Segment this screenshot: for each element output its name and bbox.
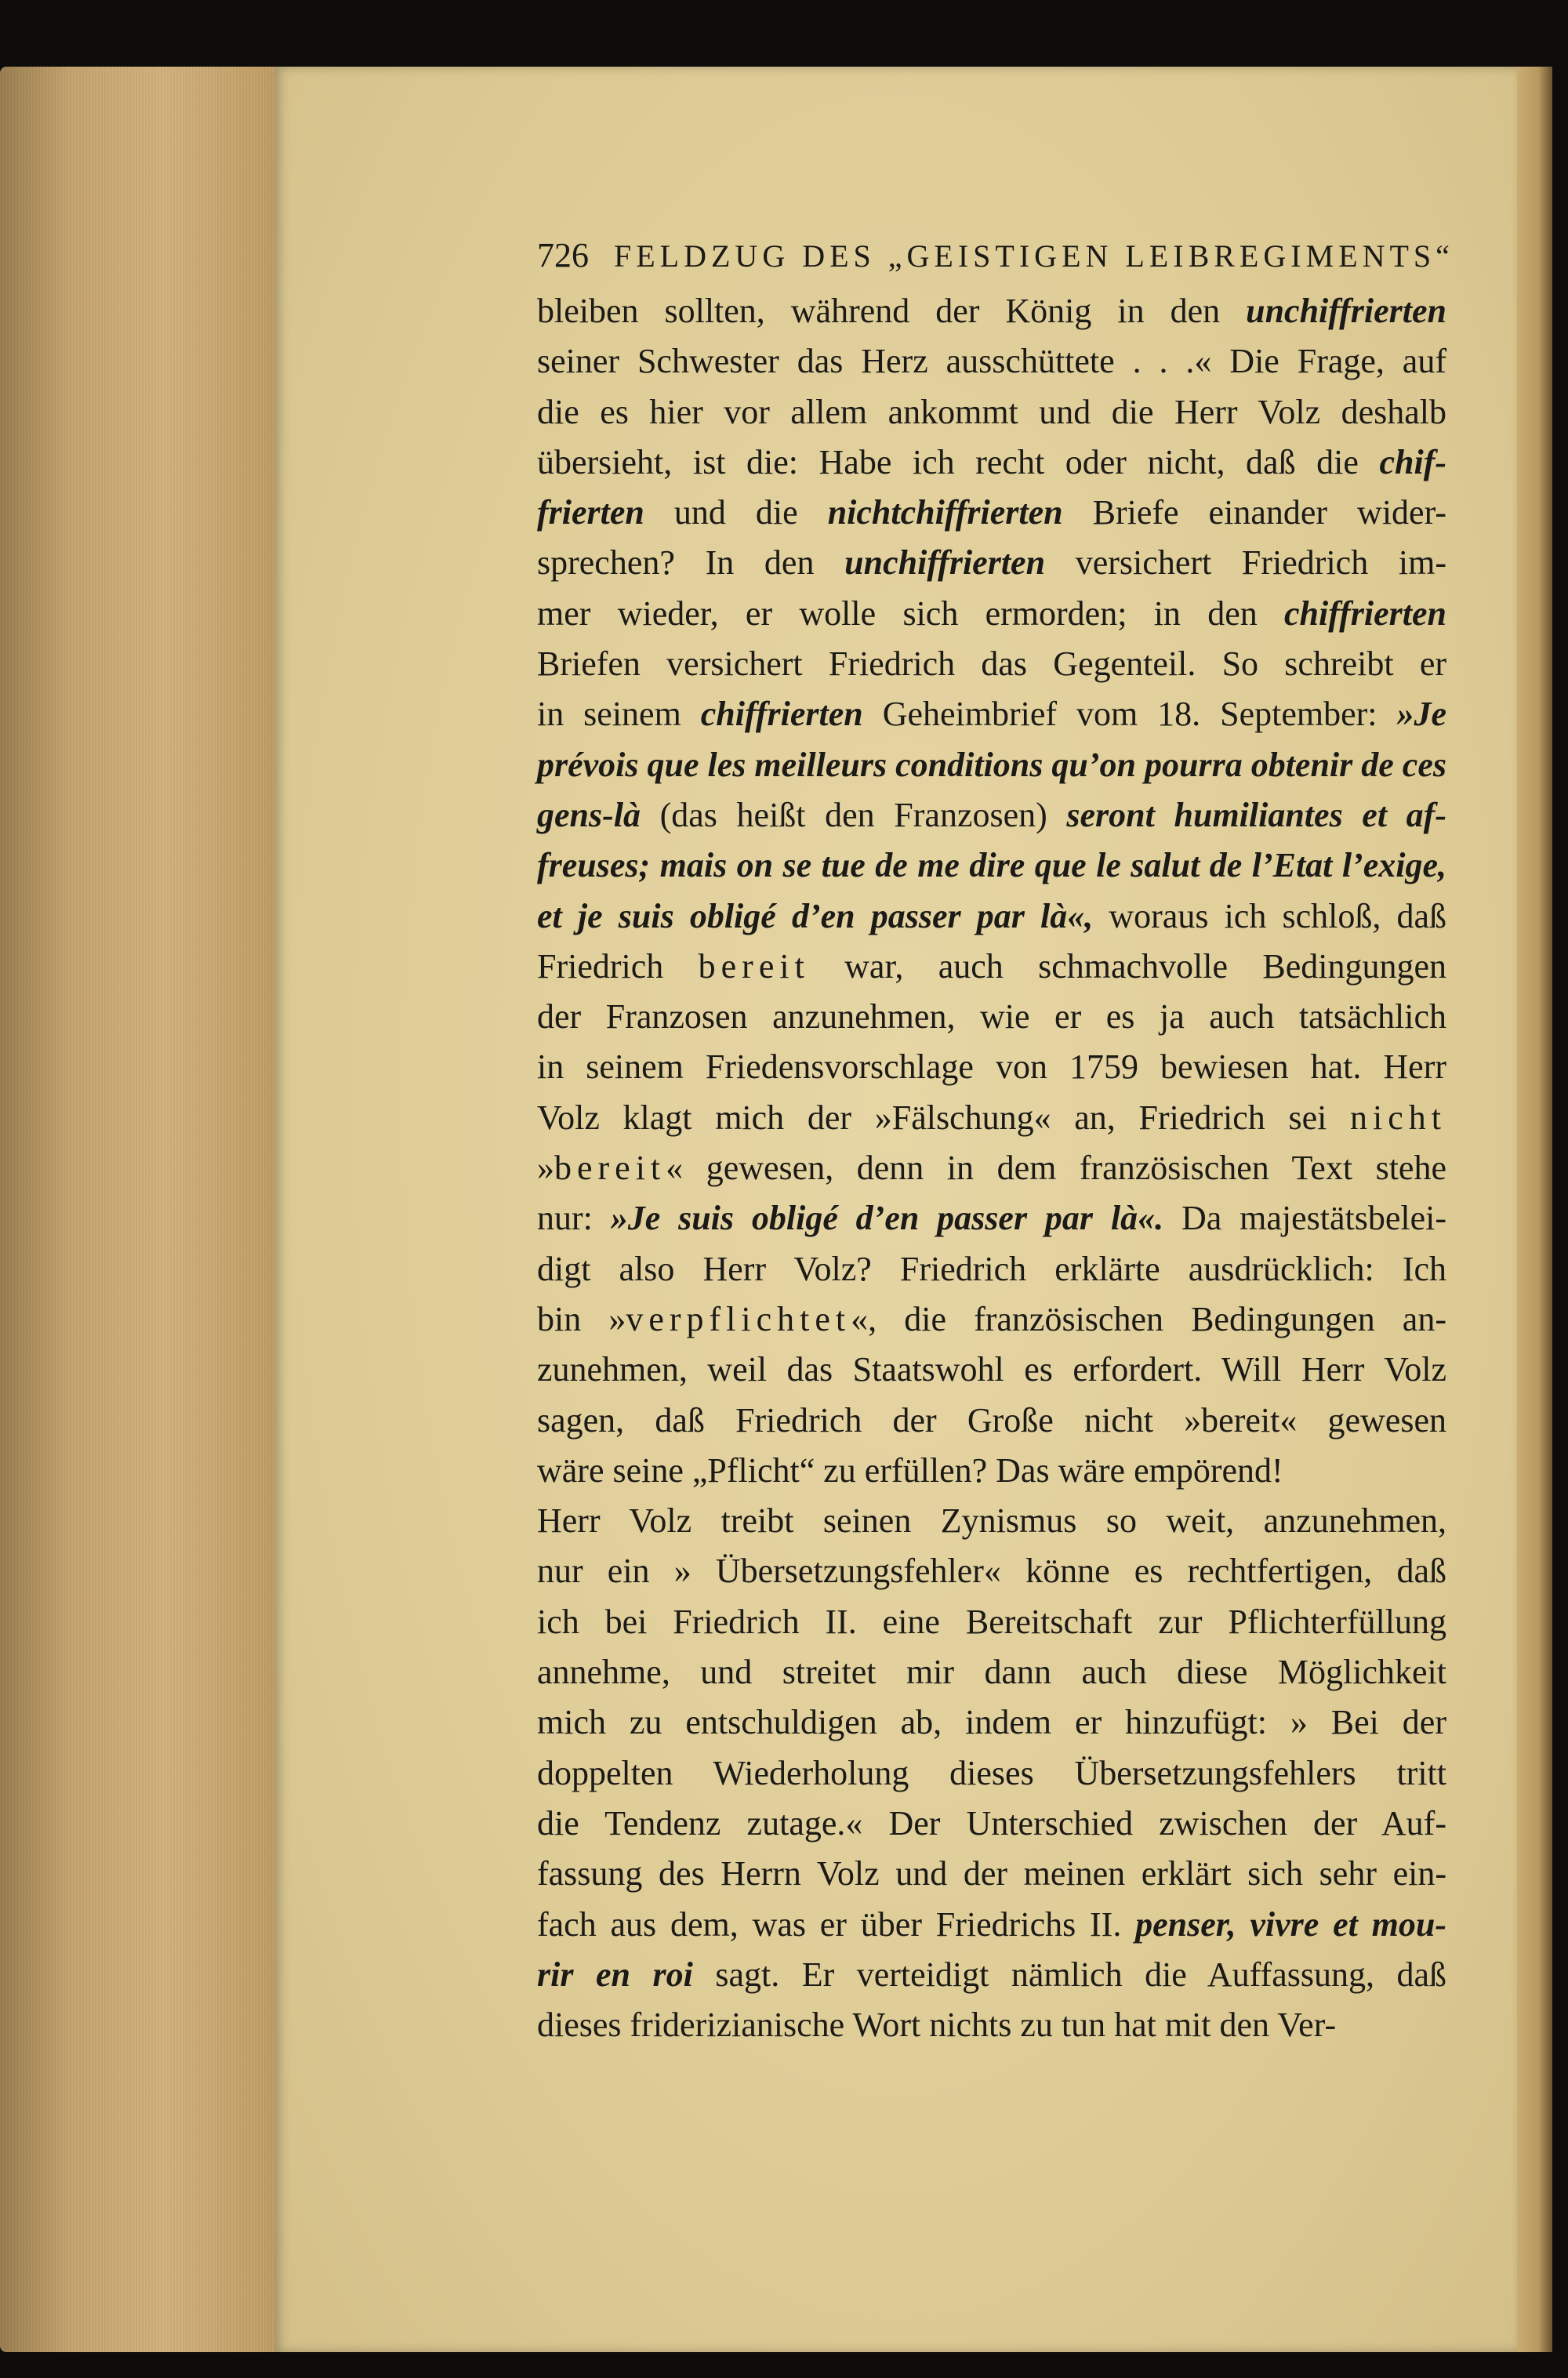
text-run: » xyxy=(537,1149,554,1188)
page-header xyxy=(537,235,1454,282)
text-line xyxy=(537,2000,1446,2050)
text-line xyxy=(537,1697,1446,1748)
italic-phrase: unchiffrierten xyxy=(844,543,1046,583)
text-run: woraus ich schloß, daß xyxy=(1093,896,1446,935)
text-run: dieses friderizianische Wort nichts zu tun hat mit den Ver- xyxy=(537,2006,1337,2045)
text-line xyxy=(537,437,1446,488)
italic-phrase: penser, vivre et mou- xyxy=(1135,1904,1446,1944)
text-run: in seinem Friedensvorschlage von 1759 bewiesen hat. Herr xyxy=(537,1047,1446,1087)
text-run: Briefe einander wider- xyxy=(1062,493,1446,532)
italic-phrase: chiffrierten xyxy=(700,695,863,734)
text-line xyxy=(537,1093,1446,1143)
text-run: und die xyxy=(644,493,828,532)
text-line xyxy=(537,589,1446,639)
text-line xyxy=(537,840,1446,891)
text-line xyxy=(537,639,1446,689)
text-run: sagen, daß Friedrich der Große nicht »bereit« gewesen xyxy=(537,1400,1446,1440)
text-line xyxy=(537,942,1446,992)
page-gutter-edge xyxy=(1517,67,1552,2352)
text-line xyxy=(537,387,1446,437)
text-run: bleiben sollten, während der König in den xyxy=(537,292,1247,330)
italic-phrase: prévois que les meilleurs conditions qu’on pourra obtenir de ces xyxy=(537,745,1446,784)
text-line xyxy=(537,1042,1446,1092)
text-run: bin » xyxy=(537,1299,626,1338)
italic-phrase: et je suis obligé d’en passer par là«, xyxy=(537,896,1094,935)
body-text xyxy=(537,286,1446,2050)
text-run: mich zu entschuldigen ab, indem er hinzufügt: » Bei der xyxy=(537,1703,1446,1742)
text-run: fassung des Herrn Volz und der meinen erklärt sich sehr ein- xyxy=(537,1854,1446,1893)
text-line xyxy=(537,336,1446,387)
text-run: versichert Friedrich im- xyxy=(1045,543,1446,583)
text-line xyxy=(537,1647,1446,1697)
text-line xyxy=(537,1849,1446,1899)
text-line xyxy=(537,538,1446,588)
text-run: «, die französischen Bedingungen an- xyxy=(851,1299,1446,1338)
text-run: ich bei Friedrich II. eine Bereitschaft zur Pflichterfüllung xyxy=(537,1602,1446,1641)
text-line xyxy=(537,1950,1446,2000)
text-line xyxy=(537,1546,1446,1596)
text-run: die Tendenz zutage.« Der Unterschied zwischen der Auf- xyxy=(537,1803,1446,1842)
text-run: sagt. Er verteidigt nämlich die Auffassung, daß xyxy=(692,1955,1446,1994)
text-line xyxy=(537,1446,1446,1496)
text-run: doppelten Wiederholung dieses Übersetzungsfehlers tritt xyxy=(537,1753,1446,1792)
italic-phrase: freuses; mais on se tue de me dire que le salut de l’Etat l’exige, xyxy=(537,846,1446,885)
text-run: übersieht, ist die: Habe ich recht oder nicht, daß die xyxy=(537,442,1380,481)
text-line xyxy=(537,488,1446,538)
text-run: die es hier vor allem ankommt und die Herr Volz deshalb xyxy=(537,392,1446,431)
italic-phrase: gens-là xyxy=(537,795,641,834)
text-run: digt also Herr Volz? Friedrich erklärte ausdrücklich: Ich xyxy=(537,1249,1446,1288)
text-run: (das heißt den Franzosen) xyxy=(641,795,1067,834)
spaced-emphasis: bereit xyxy=(698,946,810,986)
text-line xyxy=(537,1799,1446,1849)
text-run: Da majestätsbelei- xyxy=(1163,1199,1446,1238)
text-line xyxy=(537,992,1446,1042)
spaced-emphasis: bereit xyxy=(554,1149,666,1188)
book-page-edges xyxy=(0,67,274,2352)
italic-phrase: chif- xyxy=(1379,442,1446,481)
text-run: Friedrich xyxy=(537,946,699,986)
text-run: nur: xyxy=(537,1199,611,1238)
text-line xyxy=(537,1294,1446,1345)
page-number: 726 xyxy=(537,236,589,274)
spaced-emphasis: nicht xyxy=(1350,1098,1446,1137)
text-line xyxy=(537,1143,1446,1193)
text-run: der Franzosen anzunehmen, wie er es ja auch tatsächlich xyxy=(537,997,1446,1037)
text-run: fach aus dem, was er über Friedrichs II. xyxy=(537,1904,1136,1944)
text-line xyxy=(537,740,1446,790)
text-line xyxy=(537,1597,1446,1647)
text-run: « gewesen, denn in dem französischen Text stehe xyxy=(666,1149,1446,1188)
text-line xyxy=(537,1244,1446,1294)
running-head: FELDZUG DES „GEISTIGEN LEIBREGIMENTS“ xyxy=(614,238,1454,274)
italic-phrase: »Je xyxy=(1396,695,1447,734)
text-run: Volz klagt mich der »Fälschung« an, Friedrich sei xyxy=(537,1098,1351,1137)
text-run: seiner Schwester das Herz ausschüttete . . .« Die Frage, auf xyxy=(537,342,1446,381)
italic-phrase: rir en roi xyxy=(537,1955,693,1994)
text-run: wäre seine „Pflicht“ zu erfüllen? Das wäre empörend! xyxy=(537,1450,1283,1490)
text-run: zunehmen, weil das Staatswohl es erfordert. Will Herr Volz xyxy=(537,1350,1446,1389)
text-run: Geheimbrief vom 18. September: xyxy=(862,695,1397,734)
text-run: war, auch schmachvolle Bedingungen xyxy=(809,946,1446,986)
text-line xyxy=(537,1748,1446,1799)
text-run: nur ein » Übersetzungsfehler« könne es rechtfertigen, daß xyxy=(537,1552,1446,1591)
text-line xyxy=(537,286,1446,336)
text-run: Briefen versichert Friedrich das Gegenteil. So schreibt er xyxy=(537,644,1446,684)
italic-phrase: unchiffrierten xyxy=(1246,292,1446,330)
text-run: annehme, und streitet mir dann auch diese Möglichkeit xyxy=(537,1653,1446,1692)
text-line xyxy=(537,790,1446,840)
italic-phrase: seront humiliantes et af- xyxy=(1066,795,1446,834)
text-run: sprechen? In den xyxy=(537,543,845,583)
text-run: in seinem xyxy=(537,695,701,734)
italic-phrase: nichtchiffrierten xyxy=(827,493,1063,532)
text-line xyxy=(537,891,1446,942)
text-line xyxy=(537,1396,1446,1446)
text-run: mer wieder, er wolle sich ermorden; in den xyxy=(537,594,1285,633)
italic-phrase: chiffrierten xyxy=(1284,594,1446,633)
spaced-emphasis: verpflichtet xyxy=(626,1299,851,1338)
text-line xyxy=(537,1496,1446,1546)
text-line xyxy=(537,689,1446,739)
text-run: Herr Volz treibt seinen Zynismus so weit, anzunehmen, xyxy=(537,1501,1446,1541)
text-line xyxy=(537,1900,1446,1950)
text-line xyxy=(537,1193,1446,1243)
italic-phrase: frierten xyxy=(537,493,644,532)
text-line xyxy=(537,1345,1446,1395)
italic-phrase: »Je suis obligé d’en passer par là«. xyxy=(610,1199,1164,1238)
